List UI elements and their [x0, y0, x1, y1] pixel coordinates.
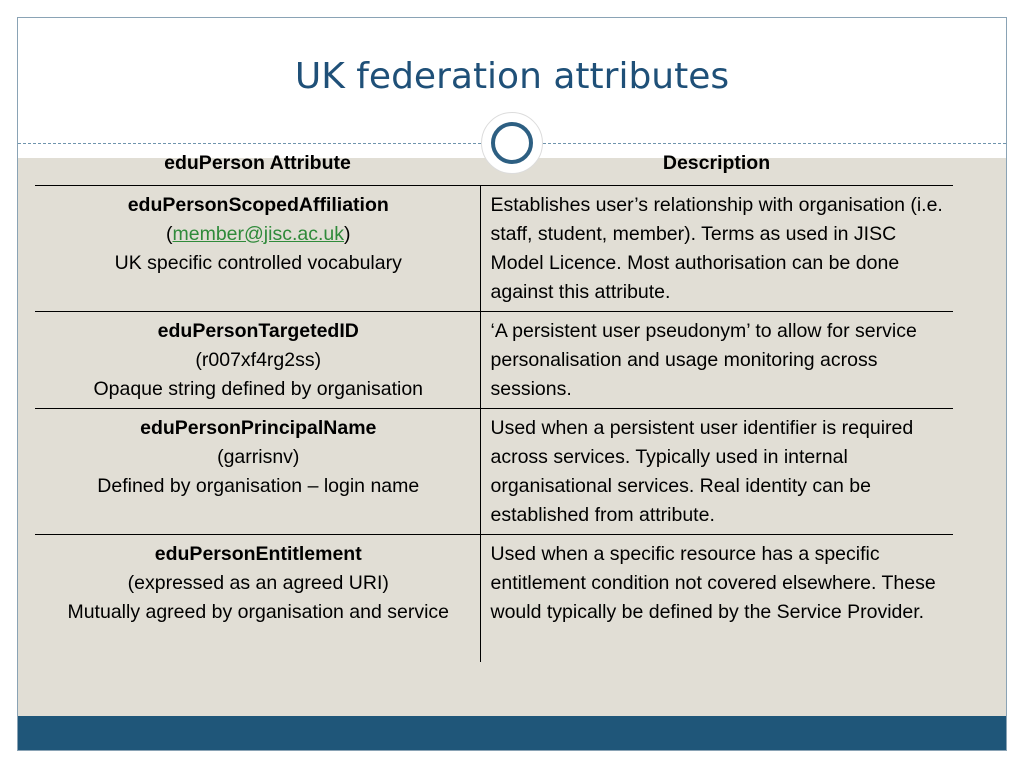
attribute-cell [35, 185, 480, 311]
attribute-cell [35, 534, 480, 662]
description-cell: ‘A persistent user pseudonym’ to allow for service personalisation and usage monitoring across sessions. [490, 319, 917, 400]
attribute-example: (expressed as an agreed URI) [127, 571, 389, 594]
attribute-note: UK specific controlled vocabulary [114, 251, 402, 274]
paren-open: ( [165, 222, 173, 245]
table-row [35, 534, 953, 662]
description-cell: Used when a persistent user identifier is required across services. Typically used in internal organisational services. Real identity can be established from attribute. [490, 416, 914, 526]
header-attribute: eduPerson Attribute [164, 152, 351, 175]
attribute-note: Defined by organisation – login name [97, 474, 420, 497]
table-row [35, 185, 953, 311]
attribute-name: eduPersonScopedAffiliation [127, 193, 389, 216]
attribute-example: (garrisnv) [217, 445, 300, 468]
slide-title: UK federation attributes [294, 56, 730, 97]
attributes-table [35, 143, 953, 662]
table-header-row [35, 143, 953, 185]
header-description: Description [662, 152, 771, 175]
attribute-name: eduPersonEntitlement [154, 542, 362, 565]
attribute-example [45, 220, 472, 249]
description-cell: Used when a specific resource has a specific entitlement condition not covered elsewhere. These would typically be defined by the Service Provider. [490, 542, 936, 623]
attribute-cell [35, 311, 480, 408]
table-row [35, 311, 953, 408]
attribute-cell [35, 408, 480, 534]
attribute-note: Opaque string defined by organisation [93, 377, 424, 400]
attribute-name: eduPersonTargetedID [157, 319, 359, 342]
attribute-name: eduPersonPrincipalName [140, 416, 377, 439]
table-row [35, 408, 953, 534]
attribute-example: (r007xf4rg2ss) [195, 348, 322, 371]
footer-band [18, 716, 1006, 751]
email-link[interactable]: member@jisc.ac.uk [172, 222, 344, 245]
description-cell: Establishes user’s relationship with organisation (i.e. staff, student, member). Terms as used in JISC Model Licence. Most authorisation can be done against this attribute. [490, 193, 943, 303]
attribute-note: Mutually agreed by organisation and service [67, 600, 450, 623]
paren-close: ) [344, 222, 351, 245]
